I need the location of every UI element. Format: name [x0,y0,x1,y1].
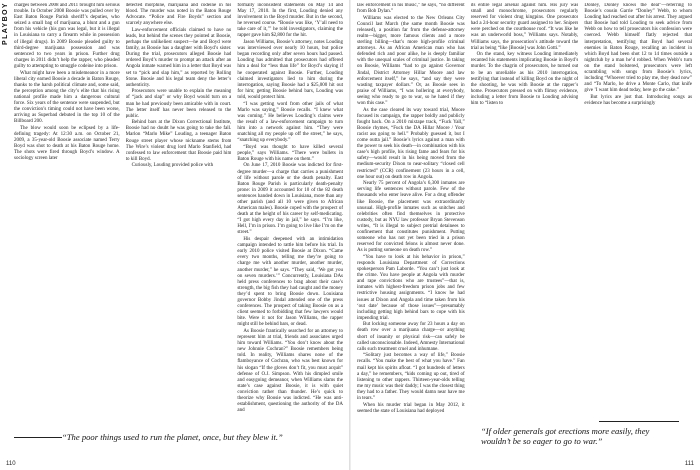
article-paragraph: Prosecutors were unable to explain the meaning of “jack and slap” or why Boyd would turn on a man he had previously been amicable with in court. The letter itself has never been released to the public. [125,89,232,119]
article-paragraph: its entire legal arsenal against him. His jury was small and monochrome, prosecutors regularly reserved for violent drug kingpins. One prosecutor had a 24-hour security guard assigned to her. Snipers were perched on the courthouse roof. “It was like he was an underworld boss,” Williams says. Notably, Williams says, the prosecution’s attitude toward the trial as being “like [Boosie] was John Gotti.” [470,3,579,51]
article-paragraph: “Solitary just becomes a way of life,” Boosie recalls. “You make the best of what you have.” Fan mail kept his spirits afloat. “I got hundreds of letters a day,” he remembers, “kids coming up out, tired of listening to other rappers. Thirteen-year-olds telling me my music was their daddy; I was the closest thing they had to a father. They would damn near have me in tears.” [357,353,465,401]
article-column-4 [357,3,465,429]
article-paragraph: detected morphine, marijuana and codeine in his blood. The murder was noted in the Baton Rouge Advocate. “Police and Fire Boyds” section and scarcely anywhere else. [125,3,232,27]
article-paragraph: When his murder trial began in May 2012, it seemed the state of Louisiana had deployed [357,402,465,414]
article-paragraph: “Boyd was thought to have killed several people,” says Williams. “There were bullets in Baton Rouge with his name on them.” [237,144,344,162]
article-paragraph: Behind bars at the Dixon Correctional Institute, Boosie had no doubt he was going to take the fall. Marlon “Marlo Mike” Louding, a teenager Baton Rouge street player whose nickname stems from The Wire’s violent drug lord Marlo Stanfield, had confessed to law enforcement that Boosie paid him to kill Boyd. [125,120,232,162]
left-columns [14,3,343,429]
article-paragraph: formally inconsistent statements on May 14 and May 17, 2010. In the first, Louding denied any involvement in the Boyd murder. But in the second, he reversed course. “Boosie was like, ‘Y’all need to take care of it,’” he told investigators, claiming the rapper gave him $2,800 for the hit. [237,3,344,39]
article-paragraph: On the stand, key witness Louding immediately recanted his statements implicating Boosie in Boyd’s murder. To the chagrin of prosecutors, he turned out to be an unreliable as his 2010 interrogation, testifying that instead of killing Boyd on the night of the shooting, he was with Boosie at the rapper’s home. Prosecutors pressed on with flimsy evidence, including a letter from Boosie to Louding advising him to “listen to [470,52,579,106]
pullquote-left: “The poor things used to run the planet, once, but they blew it.” [62,432,283,442]
page-number-left: 110 [6,461,16,467]
article-paragraph: But lyrics are just that. Introducing songs as evidence has become a surprisingly [584,94,693,106]
article-paragraph: Curiously, Louding provided police with [131,163,214,169]
article-paragraph: charges between 2008 and 2011 brought him serious trouble. In October 2008 Boosie was pulled over by East Baton Rouge Parish sheriff’s deputies, who seized a small bag of marijuana, a blunt and a gun from his vehicle (his gun was legal, but it is illegal in Louisiana to carry a firearm while in possession of illegal drugs). In 2009 Boosie pleaded guilty to third-degree marijuana possession and was sentenced to two years in prison. Further drug charges in 2011 didn’t help the rapper, who pleaded guilty to attempting to smuggle codeine into prison. [14,3,120,69]
article-paragraph: But locking someone away for 23 hours a day on death row over a marijuana charge—or anything short of insanity or physical risk—can safely be called unconscionable. Indeed, Amnesty International calls such treatment cruel and inhumane. [357,322,465,352]
article-paragraph: “You have to look at his behavior in prison,” responds Louisiana Department of Corrections spokesperson Pam Laborde. “You can’t just look at the crime. You have people at Angola with murder and rape convictions who are trustees”—that is, inmates with highest-freedom prison jobs and few restrictive housing assignments. “I know he had issues at Dixon and Angola and time taken from his ‘out date’ because of those issues”—presumably including getting high behind bars to cope with his impending trial. [357,254,465,321]
left-page [0,0,349,470]
pullquote-right: “If older generals got erections more easily, they wouldn’t be so eager to go to war.” [481,426,650,446]
article-paragraph: Jason Williams, Boosie’s attorney, notes Louding was interviewed over nearly 10 hours, but police began recording only after seven hours had passed. Louding has admitted that prosecutors had offered him a deal for “less than life” for Boyd’s slaying if he cooperated against Boosie. Further, Louding claimed investigators lied to him during the interrogation, saying Boosie had a $25,000 hit out for him; getting Boosie behind bars, Louding was told, would protect him. [237,40,344,100]
article-paragraph: The blow would soon be eclipsed by a life-defining tragedy: At 12:30 a.m. on October 21, 2009, a 35-year-old Boosie associate named Terry Boyd was shot to death at his Baton Rouge home. The shots were fired through Boyd’s window. A sociology screen later [14,125,120,162]
article-paragraph: What might have been a misdemeanor in a more liberal city earned Boosie a decade in Baton Rouge, thanks to the harsh political climate and, some said, the perception among the city’s elite that his rising national profile made him a dangerous cultural force. Six years of the sentence were suspended, but the conviction’s timing could not have been worse, arriving as Superbad debuted in the top 10 of the Billboard 200. [14,70,120,125]
article-column-5 [471,3,579,375]
article-column-2 [126,3,232,429]
pullquote-rule-right [599,421,679,422]
article-column-1 [14,3,120,429]
article-paragraph: Law-enforcement officials claimed to have no leads, but behind the scenes they pointed at Boosie, perhaps the unlikeliest suspect—he and Boyd were family, as Boosie has a daughter with Boyd’s sister. During the trial, prosecutors alleged Boosie had ordered Boyd’s murder to prompt an attack after an Angola inmate warned him in a letter that Boyd was set to “pick and slap him,” as reported by Rolling Stone. Boosie and his legal team deny the letter’s authenticity. [125,27,232,88]
article-paragraph: As Boosie frantically searched for an attorney to represent him at trial, friends and associates urged him toward Williams. “You don’t know about the new Johnnie Cochran?” Boosie remembers being told. In reality, Williams shares none of the flamboyance of Cochran, who was best known for his slogan “If the gloves don’t fit, you must acquit” defense of O.J. Simpson. With his dimpled smile and easygoing demeanor, when Williams slams the state’s case against Boosie, it is with quiet conviction rather than thunder. He’s quick to theorize why Boosie was indicted. “He was anti-establishment, questioning the authority of the DA and [237,328,344,414]
article-paragraph: Donley, Donley knows the deal”—referring to Boosie’s cousin Garrie “Donley” Webb, to whom Louding had reached out after his arrest. They argued that Boosie had told Louding to seek advice from Webb on how to tell prosecutors his confession were coerced. Webb himself flatly rejected that interpretation, testifying that Boyd had several enemies in Baton Rouge, recalling an incident in which Boyd had been shot 12 to 14 times outside a nightclub by a man he’d robbed. When Webb’s turn on the stand bolstered, prosecutors were left scrambling with songs from Boosie’s lyrics, including “Whoever tried to play me, they dead now” and “To Marlo, he drive a Monte Carlo, that knife give ’I want him dead today, here go the cake.” [584,3,693,94]
article-paragraph: Williams was elected to the New Orleans City Council last March (the same month Boosie was released), a position far from the defense-attorney realm—bigger, more famous clients and a more sterling billing—that’s more high-profile criminal attorneys. As an African American man who has defended rich and poor alike, he is deeply familiar with the unequal scales of criminal justice. In taking on Boosie, Williams “had to go against Governor Jindal, District Attorney Hillar Moore and law enforcement itself,” he says, “and say they were wasting taxpayer dollars.” Or, as Boosie sees in praise of Williams, “I was hollering at everybody, seeing who ready to go to war, so he hated if they won this case.” [357,15,465,106]
article-paragraph: As the case cleared its way toward trial, Moore focused its campaign, the rapper boldly and publicly fought back. On a 2010 mixtape track, “Fuck Yall,” Boosie rhymes, “Fuck the DA Hillar Moore / Your racist ass going to hell.” Probably guessed it, but I come outta jail.” Boosie’s lyrics against a man with the power to seek his death—in combination with his case’s high profile, his rising fame and fears for his safety—would result in his being moved from the medium-security Dixon to near-solitary “closed cell restricted” (CCR) confinement (23 hours in a cell, one hour out) on death row in Angola. [357,107,465,180]
article-paragraph: Nearly 75 percent of Angola’s 6,300 inmates are serving life sentences without parole. Few of the thousands who enter leave alive. For a drug offender like Boosie, the placement was extraordinarily unusual. High-profile inmates such as snitches and celebrities often find themselves in protective custody, but as NYU law professor Bryan Stevenson writes, “It is illegal to subject pretrial detainees to confinement that constitutes punishment. Putting someone who has not yet been tried in a prison reserved for convicted felons is almost never done. As is putting someone on death row.” [357,181,465,254]
right-columns [357,3,692,429]
page-number-right: 111 [684,461,694,467]
article-paragraph: “I was getting word from other jails of what Marlo was saying,” Boosie recalls. “I knew what was coming.” He believes Louding’s claims were the result of a law-enforcement campaign to turn him into a network against him. “They were snatching all my people up off the street,” he says, “snatching up everybody.” [237,101,344,144]
right-page [351,0,700,470]
article-column-3 [237,3,343,429]
pullquote-rule-left [14,437,62,438]
article-paragraph: law enforcement in his music,” he says, “no different from Bob Dylan.” [357,3,465,15]
section-runner: PLAYBOY [2,2,9,45]
article-column-6 [584,3,692,375]
article-paragraph: On June 17, 2010 Boosie was indicted for first-degree murder—a charge that carries a punishment of life without parole or the death penalty. East Baton Rouge Parish is particularly death-penalty prone: in 2009 it accounted for 10 of the 82 death sentences handed down in Louisiana, more than any other parish (and all 10 were given to African American males). Boosie coped with the prospect of death at the height of his career by self-medicating. “I got high every day in jail,” he says. “I’m like, Hell, I’m in prison. I’m going to live like I’m on the street.” [237,163,344,236]
article-paragraph: His despair deepened with an intimidation campaign intended to rattle him before his trial. In early 2010 police visited Boosie at Dixon. “Came every two months, telling me they’re going to charge me with another murder, another murder, another murder,” he says. “They said, ‘We got you on seven murders.’” Concurrently, Louisiana DAs held press conferences to brag about their case’s strength, the big fish they had caught and the money they’d spent to bring Boosie down. Louisiana governor Bobby Jindal attended one of the press conferences. The prospect of taking Boosie on as a client seemed to forbidding that few lawyers would bite. Were it not for Jason Williams, the rapper might still be behind bars, or dead. [237,237,344,328]
